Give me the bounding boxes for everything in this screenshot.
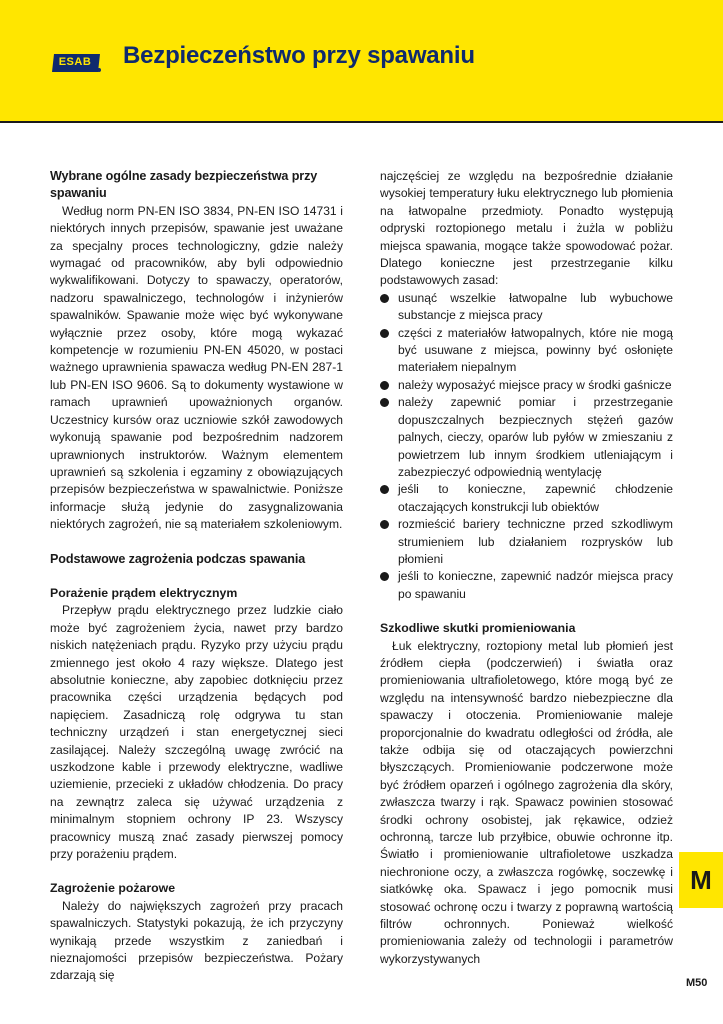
subheading-electric-shock: Porażenie prądem elektrycznym bbox=[50, 585, 238, 600]
list-item: należy zapewnić pomiar i przestrzeganie dopuszczalnych bezpiecznych stężeń gazów palnych, cieczy, oparów lub pyłów w zmieszaniu z powietrzem lub innym środkiem utleniającym i zabezpieczyć odpowiednią wentylację bbox=[380, 394, 673, 481]
list-item: usunąć wszelkie łatwopalne lub wybuchowe substancje z miejsca pracy bbox=[380, 290, 673, 325]
page-title: Bezpieczeństwo przy spawaniu bbox=[123, 42, 475, 69]
bullet-icon bbox=[380, 572, 389, 581]
left-column bbox=[50, 168, 343, 985]
list-item: jeśli to konieczne, zapewnić chłodzenie otaczających konstrukcji lub obiektów bbox=[380, 481, 673, 516]
section-heading-hazards: Podstawowe zagrożenia podczas spawania bbox=[50, 551, 306, 566]
bullet-icon bbox=[380, 485, 389, 494]
page-number: M50 bbox=[686, 977, 708, 989]
right-column bbox=[380, 168, 673, 968]
bullet-icon bbox=[380, 381, 389, 390]
bullet-icon bbox=[380, 398, 389, 407]
subheading-radiation: Szkodliwe skutki promieniowania bbox=[380, 621, 576, 636]
paragraph-fire-continued: najczęściej ze względu na bezpośrednie działanie wysokiej temperatury łuku elektrycznego lub płomienia na łatwopalne przedmioty. Ponadto występują odpryski roztopionego metalu i żużla w pobliżu miejsca spawania, mogące także spowodować pożar. Dlatego konieczne jest przestrzeganie kilku podstawowych zasad: bbox=[380, 169, 673, 288]
section-heading-general-rules: Wybrane ogólne zasady bezpieczeństwa przy spawaniu bbox=[50, 169, 318, 201]
fire-rules-list bbox=[380, 290, 673, 603]
logo-text: ESAB bbox=[58, 56, 92, 68]
list-item: należy wyposażyć miejsce pracy w środki gaśnicze bbox=[380, 377, 673, 394]
list-item: rozmieścić bariery techniczne przed szkodliwym strumieniem lub działaniem rozprysków lub płomieni bbox=[380, 516, 673, 568]
bullet-icon bbox=[380, 294, 389, 303]
paragraph-radiation: Łuk elektryczny, roztopiony metal lub płomień jest źródłem ciepła (podczerwień) i światła oraz promieniowania ultrafioletowego, które mogą być ze względu na intensywność bardzo niebezpieczne dla spawaczy i otoczenia. Promieniowanie maleje proporcjonalnie do kwadratu odległości od źródła, ale także odbija się od otaczających powierzchni błyszczących. Promieniowanie podczerwone może być źródłem oparzeń i ogólnego zagrożenia dla skóry, zwłaszcza twarzy i rąk. Spawacz powinien stosować środki ochrony osobistej, jak rękawice, odzież ochronną, tarcze lub przyłbice, obuwie ochronne itp. Światło i promieniowanie ultrafioletowe uszkadza niechronione oczy, a zwłaszcza rogówkę, soczewkę i siatkówkę oka. Spawacz i jego pomocnik musi stosować ochronę oczu i twarzy z poprawną wartością filtrów ochronnych. Ponieważ wielkość promieniowania zależy od technologii i parametrów wykorzystywanych bbox=[380, 638, 673, 966]
bullet-icon bbox=[380, 520, 389, 529]
header-band bbox=[0, 0, 723, 123]
paragraph-fire-hazard: Należy do największych zagrożeń przy pracach spawalniczych. Statystyki pokazują, że ich przyczyny wynikają przede wszystkim z zaniedbań i nieznajomości przepisów bezpieczeństwa. Pożary zdarzają się bbox=[50, 898, 343, 983]
list-item: jeśli to konieczne, zapewnić nadzór miejsca pracy po spawaniu bbox=[380, 568, 673, 603]
section-tab-m: M bbox=[679, 852, 723, 908]
subheading-fire-hazard: Zagrożenie pożarowe bbox=[50, 881, 176, 896]
bullet-icon bbox=[380, 329, 389, 338]
paragraph-qualifications: Według norm PN-EN ISO 3834, PN-EN ISO 14731 i niektórych innych przepisów, spawanie jest uważane za specjalny proces technologiczny, gdzie należy wymagać od pracowników, aby byli odpowiednio wykwalifikowani. Dotyczy to spawaczy, operatorów, nadzoru spawalniczego, technologów i inżynierów spawalników. Spawanie może więc być wykonywane wyłącznie przez osoby, które mogą wykazać kompetencje w rozumieniu PN-EN 45020, w postaci ważnego uprawnienia spawacza według PN-EN 287-1 lub PN-EN ISO 9606. Są to dokumenty wystawione w ramach uprawnień upoważnionych organów. Uczestnicy kursów oraz uczniowie szkół zawodowych wykonują spawanie pod bezpośrednim nadzorem uprawnionych instruktorów. Ważnym elementem uprawnień są szkolenia i egzaminy z obowiązujących przepisów bezpieczeństwa w spawalnictwie. Poniższe informacje służą jedynie do zasygnalizowania niektórych zagrożeń, nie są materiałem szkoleniowym. bbox=[50, 203, 343, 532]
paragraph-electric-shock: Przepływ prądu elektrycznego przez ludzkie ciało może być zagrożeniem życia, nawet przy bardzo niskich natężeniach prądu. Ryzyko przy użyciu prądu zmiennego jest około 4 razy większe. Dlatego jest absolutnie konieczne, aby zapobiec dotknięciu przez pracownika części urządzenia będących pod napięciem. Zasadniczą rolę odgrywa tu stan techniczny urządzeń i stan energetycznej sieci zasilającej. Należy szczególną uwagę zwrócić na uszkodzone kable i przewody elektryczne, wadliwe uziemienie, przecieki z układów chłodzenia. Do pracy na zewnątrz zaleca się używać urządzenia z minimalnym stopniem ochrony IP 23. Wszyscy pracownicy muszą znać zasady pierwszej pomocy przy porażeniu prądem. bbox=[50, 603, 343, 862]
list-item: części z materiałów łatwopalnych, które nie mogą być usuwane z miejsca, powinny być osłonięte materiałem niepalnym bbox=[380, 325, 673, 377]
